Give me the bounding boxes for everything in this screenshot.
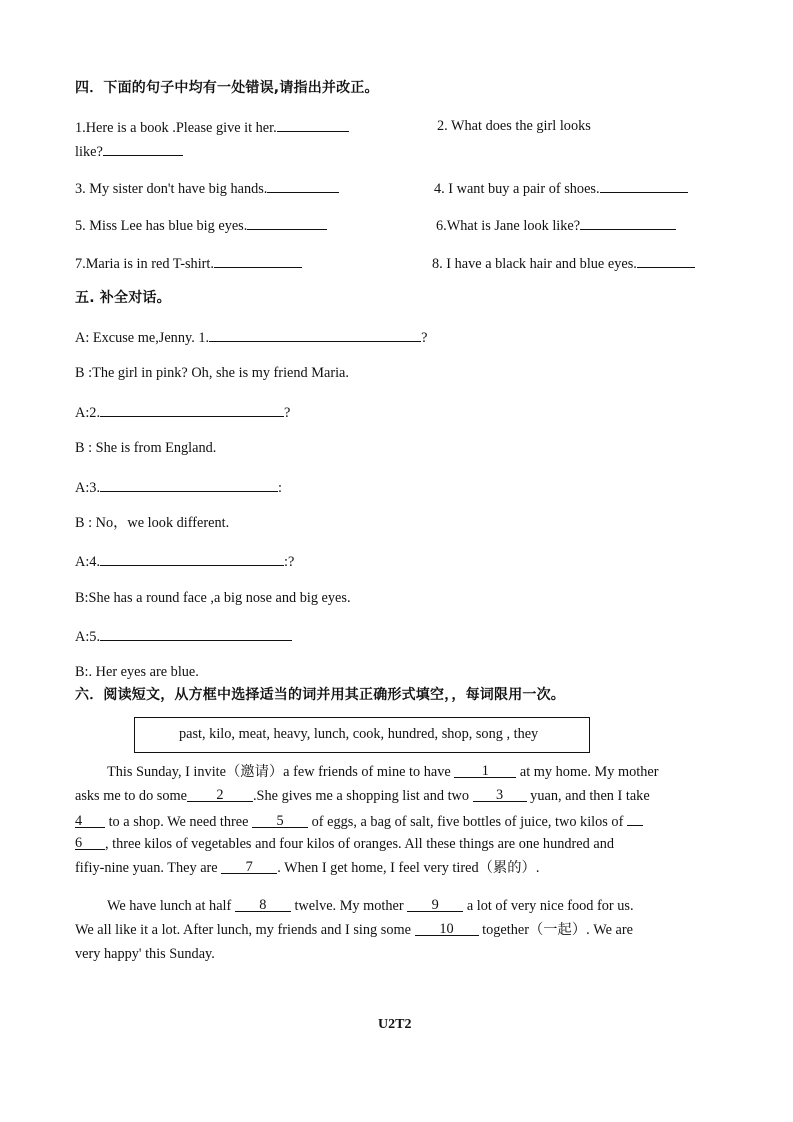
dialogue-line-10: B:. Her eyes are blue. (75, 664, 199, 680)
fill-blank-10[interactable] (415, 921, 479, 936)
passage-text: twelve. My mother (294, 898, 404, 914)
dialogue-blank-3[interactable] (100, 477, 278, 492)
passage-line-8: very happy' this Sunday. (75, 946, 215, 962)
blank-number: 3 (496, 787, 504, 803)
dialogue-line-1 (75, 327, 427, 347)
answer-blank-2[interactable] (103, 141, 183, 156)
blank-number: 5 (276, 813, 284, 829)
passage-line-6 (107, 897, 634, 915)
blank-number: 1 (481, 763, 489, 779)
question-5 (75, 215, 327, 235)
passage-text: to a shop. We need three (108, 814, 249, 830)
dialogue-blank-1[interactable] (209, 327, 421, 342)
dialogue-blank-2[interactable] (100, 402, 284, 417)
fill-blank-6-start[interactable] (627, 811, 643, 826)
fill-blank-7[interactable] (221, 859, 277, 874)
page-footer-code: U2T2 (378, 1017, 412, 1032)
passage-text: We all like it a lot. After lunch, my friends and I sing some (75, 922, 411, 938)
question-4-text: 4. I want buy a pair of shoes. (434, 181, 600, 197)
fill-blank-5[interactable] (252, 813, 308, 828)
passage-line-5 (75, 859, 539, 877)
blank-number: 9 (431, 897, 439, 913)
question-8-text: 8. I have a black hair and blue eyes. (432, 256, 637, 272)
passage-line-1 (107, 763, 658, 781)
fill-blank-9[interactable] (407, 897, 463, 912)
passage-text: at my home. My mother (519, 764, 659, 780)
question-2-text-cont: like? (75, 144, 103, 160)
question-2-continued (75, 141, 183, 161)
question-2 (437, 117, 591, 135)
dialogue-end-7: :? (284, 554, 295, 570)
passage-text: yuan, and then I take (530, 788, 650, 804)
dialogue-text-1: A: Excuse me,Jenny. 1. (75, 330, 210, 346)
question-8 (432, 253, 695, 273)
question-1 (75, 117, 349, 137)
answer-blank-4[interactable] (600, 178, 688, 193)
passage-line-4 (75, 835, 614, 853)
word-box (134, 717, 590, 753)
blank-number: 7 (245, 859, 253, 875)
dialogue-line-7 (75, 551, 294, 571)
blank-number: 6 (75, 835, 83, 851)
passage-text: of eggs, a bag of salt, five bottles of juice, two kilos of (311, 814, 624, 830)
question-3-text: 3. My sister don't have big hands. (75, 181, 268, 197)
dialogue-text-7: A:4. (75, 554, 101, 570)
passage-text: This Sunday, I invite（邀请）a few friends of mine to have (107, 764, 451, 780)
answer-blank-5[interactable] (247, 215, 327, 230)
dialogue-line-2: B :The girl in pink? Oh, she is my friend Maria. (75, 365, 349, 381)
dialogue-line-6: B : No，we look different. (75, 515, 230, 531)
fill-blank-6[interactable] (75, 835, 105, 850)
question-4 (434, 178, 688, 198)
question-6-text: 6.What is Jane look like? (436, 218, 581, 234)
dialogue-line-5 (75, 477, 282, 497)
passage-text: .She gives me a shopping list and two (252, 788, 470, 804)
fill-blank-8[interactable] (235, 897, 291, 912)
question-5-text: 5. Miss Lee has blue big eyes. (75, 218, 248, 234)
answer-blank-3[interactable] (267, 178, 339, 193)
dialogue-blank-5[interactable] (100, 626, 292, 641)
fill-blank-1[interactable] (454, 763, 516, 778)
blank-number: 4 (75, 813, 83, 829)
dialogue-blank-4[interactable] (100, 551, 284, 566)
question-7-text: 7.Maria is in red T-shirt. (75, 256, 214, 272)
passage-line-3 (75, 811, 643, 831)
fill-blank-2[interactable] (187, 787, 253, 802)
question-7 (75, 253, 302, 273)
answer-blank-8[interactable] (637, 253, 695, 268)
passage-text: . When I get home, I feel very tired（累的）. (277, 860, 540, 876)
fill-blank-4[interactable] (75, 813, 105, 828)
dialogue-line-3 (75, 402, 290, 422)
dialogue-line-8: B:She has a round face ,a big nose and big eyes. (75, 590, 351, 606)
passage-text: We have lunch at half (107, 898, 232, 914)
blank-number: 2 (216, 787, 224, 803)
answer-blank-6[interactable] (580, 215, 676, 230)
dialogue-text-9: A:5. (75, 629, 101, 645)
question-3 (75, 178, 339, 198)
dialogue-end-1: ? (421, 330, 428, 346)
passage-line-7 (75, 921, 633, 939)
question-2-text: 2. What does the girl looks (437, 118, 591, 134)
answer-blank-1[interactable] (277, 117, 349, 132)
dialogue-line-4: B : She is from England. (75, 440, 217, 456)
dialogue-end-5: : (278, 480, 283, 496)
word-box-list: past, kilo, meat, heavy, lunch, cook, hundred, shop, song , they (179, 726, 539, 742)
fill-blank-3[interactable] (473, 787, 527, 802)
dialogue-end-3: ? (284, 405, 291, 421)
passage-line-2 (75, 787, 650, 805)
passage-text: asks me to do some (75, 788, 187, 804)
section-4-heading: 四．下面的句子中均有一处错误,请指出并改正。 (75, 80, 379, 96)
passage-text: a lot of very nice food for us. (466, 898, 634, 914)
answer-blank-7[interactable] (214, 253, 302, 268)
question-6 (436, 215, 676, 235)
section-5-heading: 五. 补全对话。 (75, 290, 171, 306)
dialogue-text-5: A:3. (75, 480, 101, 496)
passage-text: together（一起）. We are (482, 922, 634, 938)
dialogue-text-3: A:2. (75, 405, 101, 421)
blank-number: 10 (439, 921, 454, 937)
dialogue-line-9 (75, 626, 292, 646)
passage-text: fifiy-nine yuan. They are (75, 860, 218, 876)
blank-number: 8 (259, 897, 267, 913)
question-1-text: 1.Here is a book .Please give it her. (75, 120, 277, 136)
section-6-heading: 六．阅读短文，从方框中选择适当的词并用其正确形式填空，，每词限用一次。 (75, 687, 565, 703)
passage-text: , three kilos of vegetables and four kilos of oranges. All these things are one hundred and (105, 836, 614, 852)
